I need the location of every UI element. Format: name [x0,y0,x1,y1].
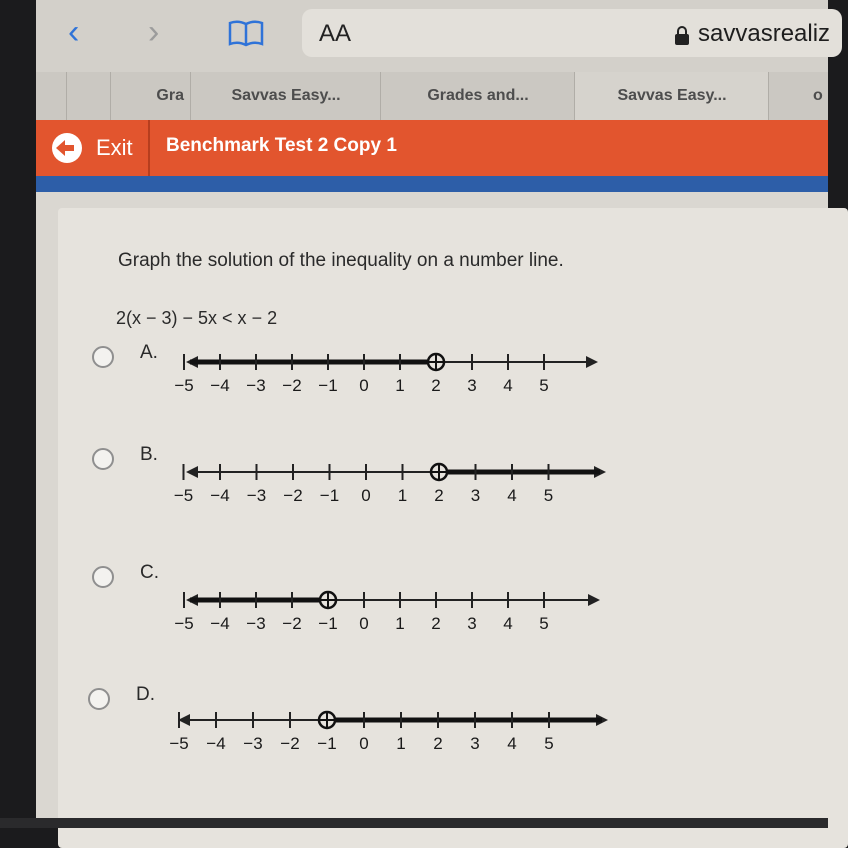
number-line-c [174,586,602,633]
tick-label: −4 [206,734,226,753]
number-line-b [173,458,608,505]
tab-savvas-easy-2[interactable]: Savvas Easy... [574,72,769,120]
tick-label: −1 [318,614,338,633]
option-label-d[interactable]: D. [136,684,155,705]
tick-label: 4 [503,376,513,395]
option-label-c[interactable]: C. [140,562,159,583]
tick-label: 3 [467,376,477,395]
right-arrow-icon [586,356,598,368]
browser-toolbar [36,0,831,72]
header-band [36,176,828,192]
tick-label: 2 [431,614,441,633]
tick-label: 3 [467,614,477,633]
number-line-a [174,348,600,395]
exit-label: Exit [96,135,133,160]
tick-label: 1 [397,486,408,505]
tick-label: 2 [431,376,441,395]
tick-label: 0 [359,614,369,633]
tick-label: −4 [210,614,230,633]
tick-label: −4 [210,376,230,395]
header-divider [148,120,150,176]
tick-label: −2 [280,734,300,753]
option-radio-a[interactable] [92,346,114,368]
option-radio-b[interactable] [92,448,114,470]
tick-label: 2 [433,734,443,753]
option-radio-c[interactable] [92,566,114,588]
device-screen [36,0,831,828]
tick-label: −2 [283,486,303,505]
tick-label: −5 [174,614,194,633]
tab-other[interactable]: o [768,72,848,120]
tick-label: 5 [539,376,549,395]
inequality: 2(x − 3) − 5x < x − 2 [116,308,278,328]
option-label-a[interactable]: A. [140,342,158,363]
left-arrow-icon [186,466,198,478]
tick-label: −3 [246,614,266,633]
tick-label: −3 [246,486,267,505]
tick-label: 1 [395,614,405,633]
tick-label: 5 [544,734,554,753]
tick-label: −2 [282,614,302,633]
tab-savvas-easy-1[interactable]: Savvas Easy... [190,72,381,120]
right-arrow-icon [588,594,600,606]
tick-label: −1 [318,376,338,395]
tick-label: 4 [503,614,513,633]
tick-label: 5 [543,486,554,505]
tick-label: 1 [396,734,406,753]
tick-label: 0 [359,376,369,395]
tick-label: 2 [434,486,444,505]
back-arrow-icon [52,133,82,163]
test-title: Benchmark Test 2 Copy 1 [166,135,397,156]
number-line-d [169,706,610,753]
tick-label: −5 [174,376,194,395]
tick-label: 4 [507,734,517,753]
tick-label: 3 [470,734,480,753]
tick-label: 0 [359,734,369,753]
app-header [36,120,828,176]
lock-icon [674,26,690,46]
tab-grades-1[interactable]: Gra [110,72,190,120]
browser-tabs [36,72,828,120]
tick-label: 1 [395,376,405,395]
tick-label: 4 [507,486,517,505]
option-radio-d[interactable] [88,688,110,710]
exit-button[interactable] [52,132,133,164]
bottom-bezel [0,818,828,828]
tick-label: 3 [470,486,481,505]
bookmarks-icon[interactable] [228,20,264,46]
tick-label: −3 [246,376,266,395]
tick-label: −4 [210,486,230,505]
tick-label: −1 [317,734,337,753]
tick-label: −5 [169,734,189,753]
question-prompt: Graph the solution of the inequality on a number line. [118,250,564,271]
tick-label: −2 [282,376,302,395]
tick-label: 5 [539,614,549,633]
forward-icon[interactable]: › [148,13,160,51]
tab-grades-2[interactable]: Grades and... [380,72,575,120]
reader-text-size-button[interactable]: AA [319,20,352,47]
tick-label: −5 [173,486,194,505]
tick-label: −3 [243,734,263,753]
tick-label: −1 [319,486,340,505]
option-label-b[interactable]: B. [140,444,158,465]
back-icon[interactable]: ‹ [68,13,80,51]
tick-label: 0 [361,486,371,505]
url-text: savvasrealiz [698,20,831,47]
tab-blank[interactable] [66,72,111,120]
